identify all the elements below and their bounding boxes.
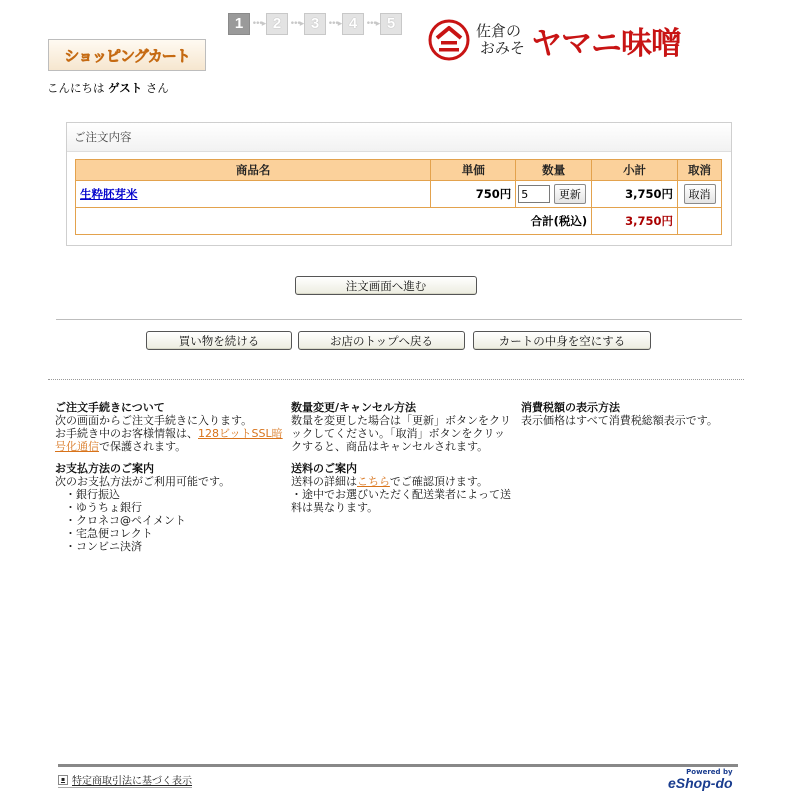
help-payment: お支払方法のご案内 次のお支払方法がご利用可能です。 ・銀行振込 ・ゆうちょ銀行 ・クロネコ@ペイメント ・宅急便コレクト ・コンビニ決済 [55,462,283,553]
table-row [76,181,722,208]
update-button[interactable]: 更新 [554,184,586,204]
help-procedure: ご注文手続きについて 次の画面からご注文手続きに入ります。 お手続き中のお客様情報は、128ビットSSL暗号化通信で保護されます。 [55,401,283,453]
list-item: ・銀行振込 [65,488,120,501]
help-tax: 消費税額の表示方法 表示価格はすべて消費税総額表示です。 [521,401,743,427]
payment-methods-list [55,488,283,553]
greeting: こんにちは ゲスト さん [47,81,169,95]
footer-divider [58,764,738,767]
continue-shopping-button[interactable]: 買い物を続ける [146,331,292,350]
eshopdo-logo: eShop-do [668,775,733,791]
proceed-to-order-button[interactable]: 注文画面へ進む [295,276,477,295]
col-qty: 数量 [516,160,592,181]
help-payment-title: お支払方法のご案内 [55,462,154,475]
col-product: 商品名 [76,160,431,181]
step-3: 3 [304,13,326,35]
help-shipping-title: 送料のご案内 [291,462,357,475]
logo-subtitle: 佐倉の おみそ [476,22,526,57]
order-panel [66,122,732,246]
logo-name: ヤマニ味噌 [531,25,682,62]
col-price: 単価 [431,160,516,181]
yamani-mark-icon [428,19,470,61]
col-subtotal: 小計 [592,160,678,181]
line-subtotal: 3,750円 [592,181,678,208]
step-4: 4 [342,13,364,35]
ssl-link[interactable]: 128ビットSSL暗号化通信 [55,427,283,453]
shipping-details-link[interactable]: こちら [357,475,390,488]
cart-title-badge [48,39,206,71]
dotted-divider [48,379,744,380]
cancel-item-button[interactable]: 取消 [684,184,716,204]
step-arrow-icon: •••▸ [365,19,379,29]
step-2: 2 [266,13,288,35]
help-shipping: 送料のご案内 送料の詳細はこちらでご確認頂けます。 ・途中でお選びいただく配送業者によって送料は異なります。 [291,462,511,514]
help-tax-title: 消費税額の表示方法 [521,401,620,414]
list-item: ・コンビニ決済 [65,540,142,553]
unit-price: 750円 [431,181,516,208]
order-heading: ご注文内容 [67,123,731,152]
list-item: ・宅急便コレクト [65,527,153,540]
step-5: 5 [380,13,402,35]
page-icon: ▪ [58,775,68,785]
step-arrow-icon: •••▸ [327,19,341,29]
list-item: ・クロネコ@ペイメント [65,514,186,527]
help-qty-title: 数量変更/キャンセル方法 [291,401,417,414]
total-row [76,208,722,235]
quantity-input[interactable] [518,185,550,203]
cart-table [75,159,722,235]
help-qty-change: 数量変更/キャンセル方法 数量を変更した場合は「更新」ボタンをクリックしてください。「取消」ボタンをクリックすると、商品はキャンセルされます。 [291,401,511,453]
step-arrow-icon: •••▸ [251,19,265,29]
product-link[interactable]: 生粋胚芽米 [80,187,138,201]
list-item: ・ゆうちょ銀行 [65,501,142,514]
total-value: 3,750円 [592,208,678,235]
step-1: 1 [228,13,250,35]
cart-header-row [76,160,722,181]
powered-by[interactable]: Powered by eShop-do [668,768,733,791]
step-indicator [228,13,402,35]
help-procedure-title: ご注文手続きについて [55,401,165,414]
store-logo[interactable] [428,15,681,65]
total-label: 合計(税込) [76,208,592,235]
empty-cart-button[interactable]: カートの中身を空にする [473,331,651,350]
step-arrow-icon: •••▸ [289,19,303,29]
divider [56,319,742,320]
cart-title: ショッピングカート [64,46,190,65]
col-cancel: 取消 [678,160,722,181]
store-top-button[interactable]: お店のトップへ戻る [298,331,465,350]
commerce-law-link[interactable]: ▪ 特定商取引法に基づく表示 [58,772,192,788]
